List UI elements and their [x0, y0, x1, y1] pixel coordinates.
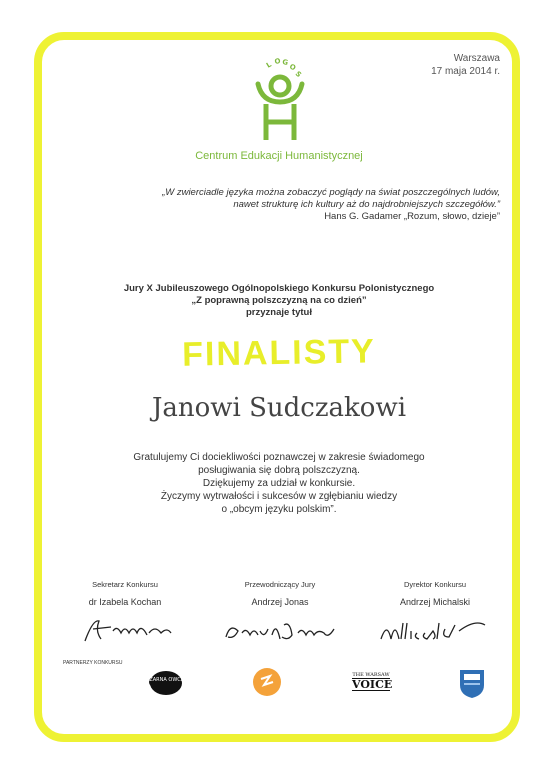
quote-line: nawet strukturę ich kultury aż do najdrobniejszych szczegółów.”: [233, 199, 500, 210]
signature-block-secretary: [55, 580, 195, 652]
handwritten-signature: [375, 611, 495, 647]
signature-role: Sekretarz Konkursu: [92, 580, 158, 589]
logos-logo: [250, 56, 310, 146]
contest-name: „Z poprawną polszczyzną na co dzień”: [191, 295, 367, 306]
handwritten-signature: [75, 611, 195, 647]
award-title: FINALISTY: [181, 332, 377, 374]
svg-text:S: S: [293, 69, 303, 79]
message-line: posługiwania się dobrą polszczyzną.: [198, 465, 360, 476]
jury-line: przyznaje tytuł: [246, 307, 312, 318]
czarna-owca-logo: [146, 668, 184, 698]
message-line: Gratulujemy Ci dociekliwości poznawczej w zakresie świadomego: [133, 452, 425, 463]
svg-text:O: O: [273, 57, 282, 66]
shield-badge-logo: [458, 667, 486, 699]
place-and-date: [380, 52, 500, 78]
voice-big: VOICE: [352, 678, 393, 691]
signature-block-chair: [210, 580, 350, 652]
signature-role: Przewodniczący Jury: [244, 580, 316, 589]
signature-name: dr Izabela Kochan: [88, 597, 162, 607]
voice-small: THE WARSAW: [352, 672, 390, 678]
centre-name: Centrum Edukacji Humanistycznej: [195, 150, 363, 162]
signature-block-director: [365, 580, 505, 652]
warsaw-voice-logo: [352, 672, 393, 694]
city: Warszawa: [453, 53, 500, 64]
svg-text:L: L: [265, 60, 273, 70]
handwritten-signature: [220, 611, 340, 647]
signature-name: Andrzej Michalski: [399, 597, 471, 607]
quote-author: Hans G. Gadamer „Rozum, słowo, dzieje”: [324, 211, 500, 222]
svg-text:G: G: [281, 58, 289, 67]
signature-name: Andrzej Jonas: [251, 597, 309, 607]
orange-circle-logo: [252, 667, 282, 697]
czarna-owca-text: CZARNA OWCA: [146, 677, 184, 683]
quote-block: [60, 187, 500, 223]
quote-line: „W zwierciadle języka można zobaczyć poglądy na świat poszczególnych ludów,: [162, 187, 500, 198]
jury-line: Jury X Jubileuszowego Ogólnopolskiego Konkursu Polonistycznego: [123, 283, 435, 294]
congratulation-message: [90, 451, 468, 516]
signature-role: Dyrektor Konkursu: [403, 580, 467, 589]
recipient-name: Janowi Sudczakowi: [151, 393, 407, 423]
message-line: Dziękujemy za udział w konkursie.: [202, 478, 356, 489]
message-line: Życzymy wytrwałości i sukcesów w zgłębianiu wiedzy: [160, 491, 398, 502]
date: 17 maja 2014 r.: [431, 66, 500, 77]
jury-statement: [70, 283, 488, 319]
message-line: o „obcym języku polskim”.: [221, 504, 337, 515]
partners-label: PARTNERZY KONKURSU: [63, 660, 123, 666]
svg-text:O: O: [288, 62, 297, 73]
